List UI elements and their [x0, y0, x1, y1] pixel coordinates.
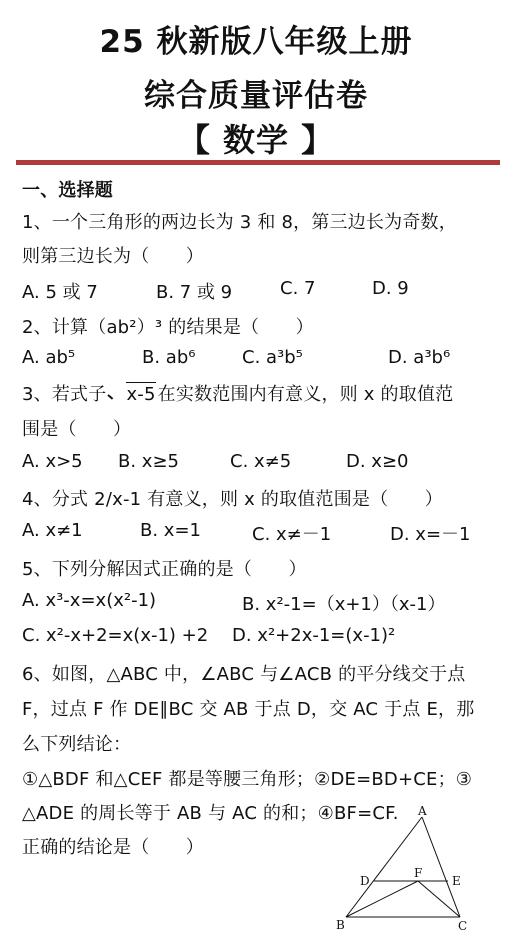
q4-option-d: D. x=－1	[390, 524, 471, 545]
label-f: F	[414, 866, 423, 880]
q1-option-d: D. 9	[372, 278, 409, 299]
q2-option-c: C. a³b⁵	[242, 347, 303, 368]
q3-radicand: x-5	[126, 384, 156, 405]
q6-line5: △ADE 的周长等于 AB 与 AC 的和；④BF=CF.	[22, 803, 399, 824]
q6-line2: F，过点 F 作 DE∥BC 交 AB 于点 D，交 AC 于点 E，那	[22, 699, 475, 720]
q1-option-a: A. 5 或 7	[22, 282, 98, 303]
q1-line1: 1、一个三角形的两边长为 3 和 8，第三边长为奇数，	[22, 212, 457, 233]
q4-option-b: B. x=1	[140, 520, 201, 541]
q2-option-a: A. ab⁵	[22, 347, 76, 368]
title-subject: 【 数学 】	[177, 121, 335, 159]
title-line-1: 25 秋新版八年级上册	[99, 24, 413, 60]
side-ab	[346, 817, 422, 917]
q5-line1: 5、下列分解因式正确的是（ ）	[22, 559, 307, 580]
q6-line1: 6、如图，△ABC 中，∠ABC 与∠ACB 的平分线交于点	[22, 664, 466, 685]
q3-line1-end: 在实数范围内有意义，则 x 的取值范	[157, 384, 454, 405]
q3-option-c: C. x≠5	[230, 451, 292, 472]
section-heading: 一、选择题	[22, 180, 113, 201]
triangle-figure	[330, 805, 510, 935]
label-e: E	[452, 874, 461, 888]
side-ac	[422, 817, 460, 917]
q4-option-c: C. x≠－1	[252, 524, 332, 545]
q3-line1-start: 3、若式子	[22, 384, 107, 405]
title-line-2: 综合质量评估卷	[144, 78, 368, 114]
q4-line1: 4、分式 2/x-1 有意义，则 x 的取值范围是（ ）	[22, 489, 443, 510]
q1-option-b: B. 7 或 9	[156, 282, 233, 303]
q6-line4: ①△BDF 和△CEF 都是等腰三角形；②DE=BD+CE；③	[22, 769, 473, 790]
label-a: A	[418, 805, 427, 818]
q2-option-b: B. ab⁶	[142, 347, 196, 368]
header-divider	[16, 160, 500, 165]
q6-line3: 么下列结论：	[22, 734, 132, 755]
q5-option-b: B. x²-1=（x+1）（x-1）	[242, 594, 446, 615]
q4-option-a: A. x≠1	[22, 520, 83, 541]
q5-option-d: D. x²+2x-1=(x-1)²	[232, 625, 396, 646]
q5-option-a: A. x³-x=x(x²-1)	[22, 590, 157, 611]
q1-line2: 则第三边长为（ ）	[22, 246, 204, 267]
q3-option-d: D. x≥0	[346, 451, 409, 472]
q3-line2: 围是（ ）	[22, 419, 132, 440]
label-d: D	[360, 874, 370, 888]
q2-option-d: D. a³b⁶	[388, 347, 451, 368]
q2-line1: 2、计算（ab²）³ 的结果是（ ）	[22, 317, 314, 338]
q3-option-b: B. x≥5	[118, 451, 179, 472]
segment-bf	[346, 881, 418, 917]
square-root-icon	[108, 384, 155, 405]
q3-line1	[22, 380, 453, 406]
q5-option-c: C. x²-x+2=x(x-1) +2	[22, 625, 209, 646]
q3-option-a: A. x>5	[22, 451, 83, 472]
label-c: C	[458, 919, 468, 933]
q1-option-c: C. 7	[280, 278, 316, 299]
label-b: B	[336, 918, 345, 932]
q6-line6: 正确的结论是（ ）	[22, 837, 204, 858]
